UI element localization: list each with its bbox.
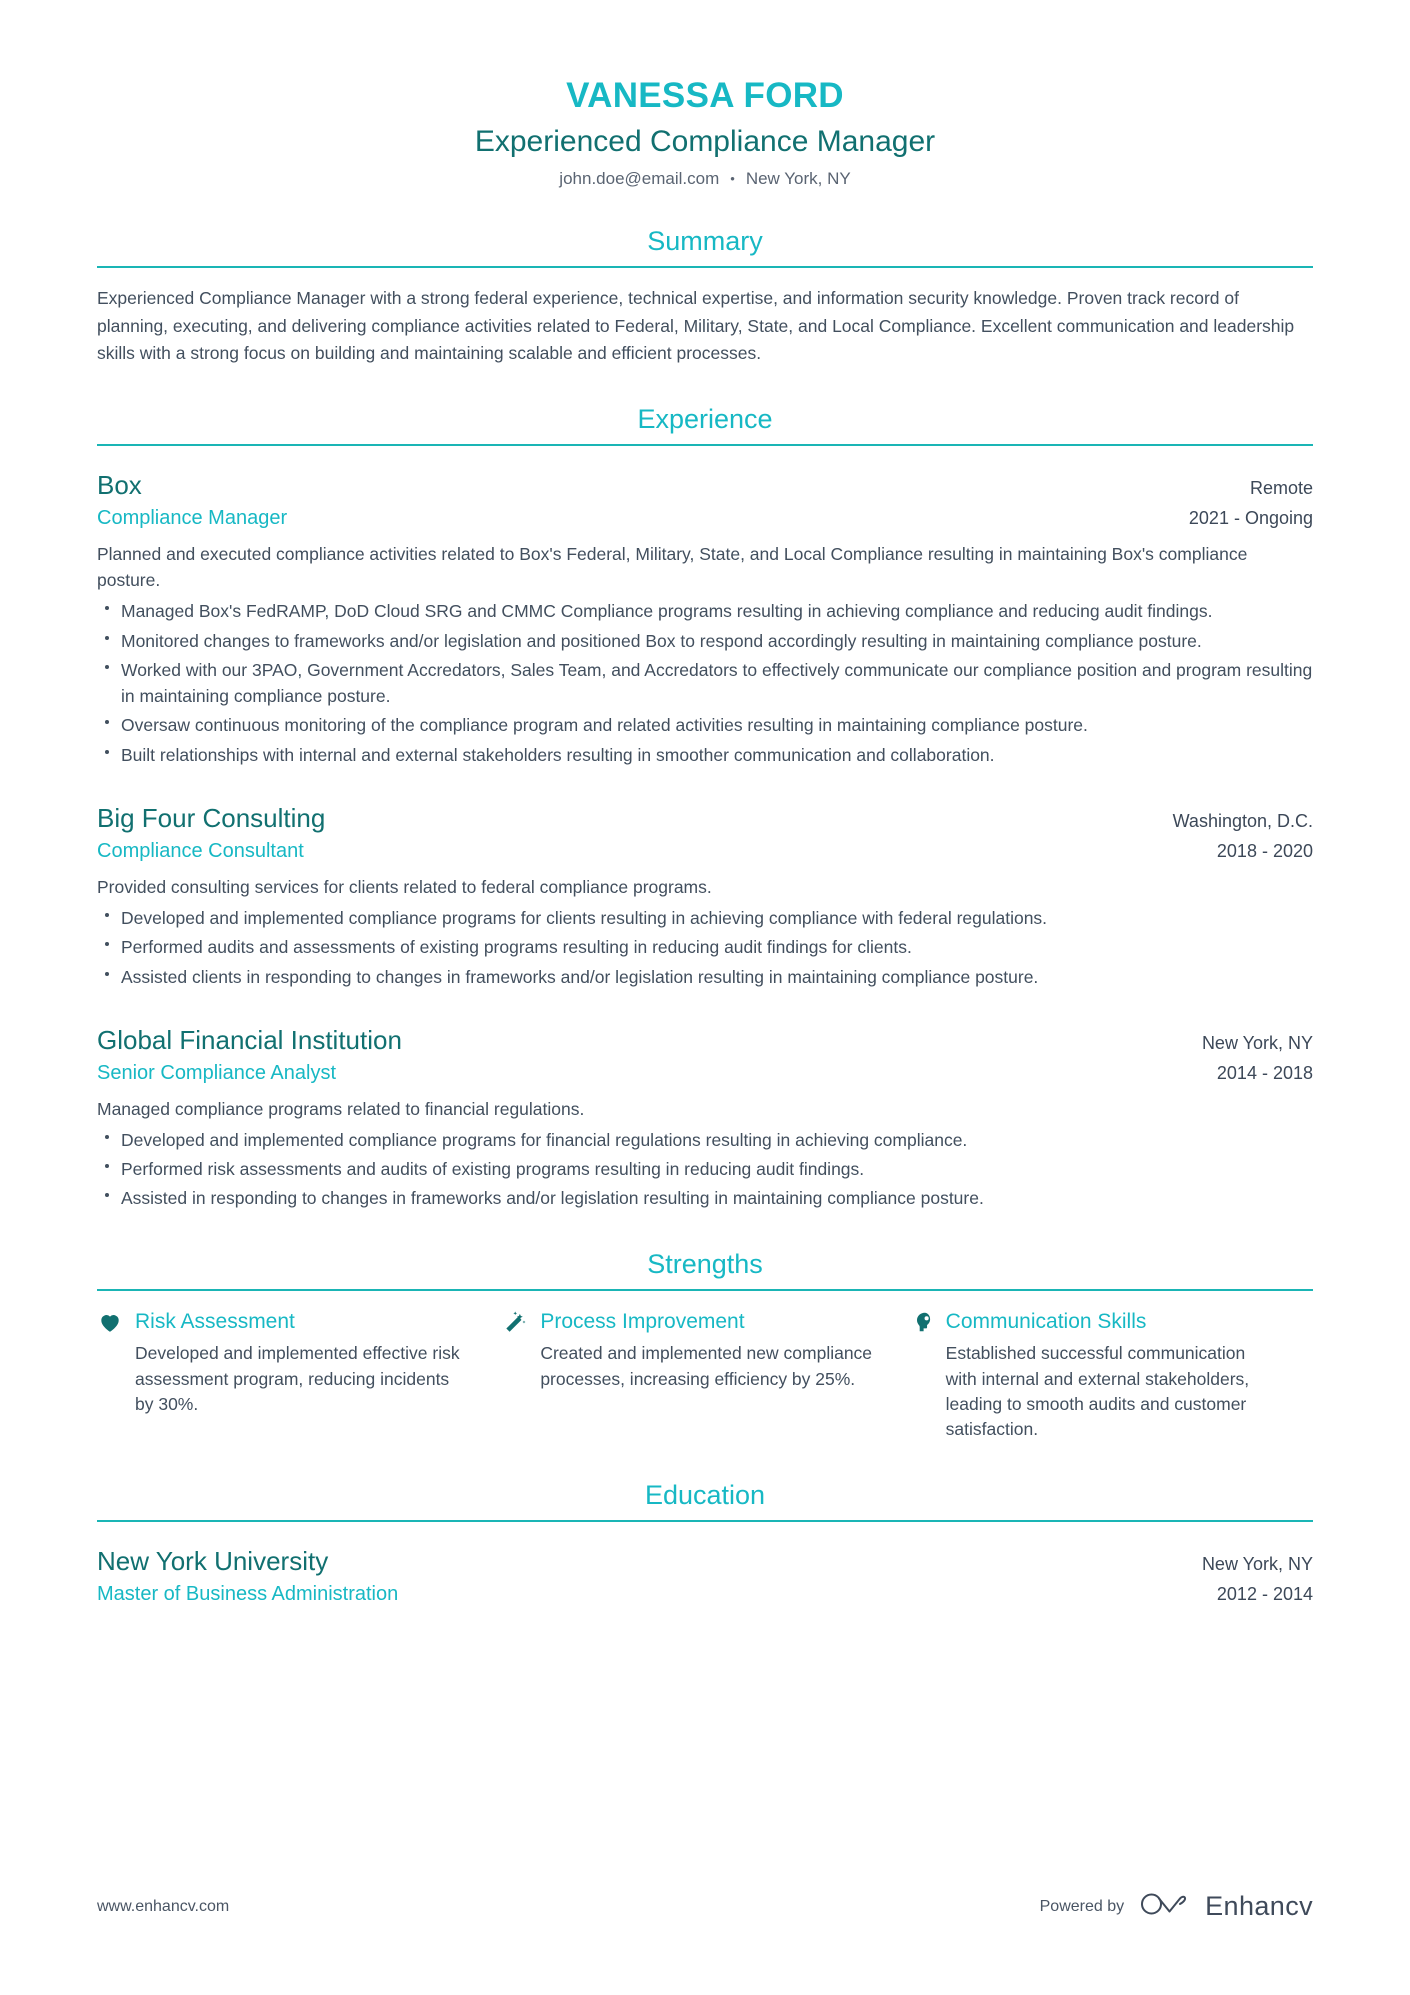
experience-bullet: Assisted in responding to changes in frameworks and/or legislation resulting in maintaining compliance posture. [97,1185,1313,1211]
experience-entry-subheader [97,838,1313,865]
summary-text: Experienced Compliance Manager with a strong federal experience, technical expertise, and information security knowledge. Proven track record of planning, executing, and delivering compliance activities related to Federal, Military, State, and Local Compliance. Excellent communication and leadership skills with a strong focus on building and maintaining scalable and efficient processes. [97,288,1295,363]
company-location: Remote [1249,478,1313,499]
experience-entry [97,1024,1313,1212]
experience-bullet: Performed risk assessments and audits of existing programs resulting in reducing audit findings. [97,1156,1313,1182]
contact-separator-icon: • [730,170,735,186]
experience-entry-subheader [97,505,1313,532]
experience-bullet: Built relationships with internal and external stakeholders resulting in smoother communication and collaboration. [97,742,1313,768]
company-name: Box [97,470,142,501]
resume-footer [97,1890,1313,1923]
job-bullet-list [97,905,1313,990]
experience-bullet: Assisted clients in responding to changes in frameworks and/or legislation resulting in maintaining compliance posture. [97,964,1313,990]
education-entry-subheader [97,1581,1313,1608]
experience-bullet: Oversaw continuous monitoring of the compliance program and related activities resulting in maintaining compliance posture. [97,712,1313,738]
footer-website-link[interactable]: www.enhancv.com [97,1897,230,1915]
enhancv-wordmark: Enhancv [1205,1891,1313,1921]
strength-name: Risk Assessment [135,1309,295,1333]
candidate-name: VANESSA FORD [566,76,844,115]
strength-description: Established successful communication with internal and external stakeholders, leading to smooth audits and customer satisfaction. [945,1343,1250,1440]
strength-header [908,1308,1279,1335]
magic-wand-icon [502,1309,528,1335]
experience-list [97,446,1313,1211]
job-description: Managed compliance programs related to financial regulations. [97,1098,585,1119]
section-title-experience: Experience [637,403,773,434]
job-role: Compliance Consultant [97,839,304,862]
company-name: Global Financial Institution [97,1024,402,1055]
section-title-strengths: Strengths [647,1248,763,1279]
experience-bullet: Monitored changes to frameworks and/or legislation and positioned Box to respond accordingly resulting in maintaining compliance posture. [97,628,1313,654]
company-name: Big Four Consulting [97,802,326,833]
job-role: Senior Compliance Analyst [97,1061,337,1084]
contact-location: New York, NY [745,169,851,188]
strengths-body [97,1291,1313,1443]
candidate-job-title: Experienced Compliance Manager [474,125,936,158]
summary-body [97,268,1313,366]
section-summary [97,225,1313,367]
section-strengths [97,1248,1313,1443]
experience-entry-subheader [97,1060,1313,1087]
experience-bullet: Developed and implemented compliance programs for clients resulting in achieving compliance with federal regulations. [97,905,1313,931]
education-entry-header [97,1545,1313,1579]
strength-item [908,1308,1313,1443]
strength-name: Process Improvement [540,1309,745,1333]
degree-name: Master of Business Administration [97,1582,399,1605]
experience-bullet: Worked with our 3PAO, Government Accredators, Sales Team, and Accredators to effectively communicate our compliance position and program resulting in maintaining compliance posture. [97,657,1313,710]
heart-icon [97,1309,123,1335]
resume-header [97,60,1313,189]
strength-description: Created and implemented new compliance processes, increasing efficiency by 25%. [540,1343,873,1389]
education-entry [97,1545,1313,1608]
head-profile-icon [908,1309,934,1335]
job-dates: 2014 - 2018 [1216,1062,1313,1083]
strength-description: Developed and implemented effective risk assessment program, reducing incidents by 30%. [135,1343,460,1414]
company-location: New York, NY [1201,1032,1313,1053]
experience-bullet: Managed Box's FedRAMP, DoD Cloud SRG and CMMC Compliance programs resulting in achieving compliance and reducing audit findings. [97,598,1313,624]
powered-by-label: Powered by [1039,1897,1125,1915]
enhancv-mark-icon [1139,1890,1195,1923]
job-dates: 2021 - Ongoing [1188,507,1313,528]
job-role: Compliance Manager [97,506,288,529]
job-dates: 2018 - 2020 [1216,840,1313,861]
section-title-education: Education [644,1479,766,1510]
experience-entry-header [97,469,1313,503]
job-bullet-list [97,598,1313,768]
strength-header [97,1308,468,1335]
experience-bullet: Performed audits and assessments of existing programs resulting in reducing audit findings for clients. [97,934,1313,960]
degree-dates: 2012 - 2014 [1216,1583,1313,1604]
school-name: New York University [97,1546,329,1577]
strength-name: Communication Skills [945,1309,1147,1333]
enhancv-logo [1139,1890,1313,1923]
job-description: Provided consulting services for clients related to federal compliance programs. [97,876,712,897]
school-location: New York, NY [1201,1554,1313,1575]
strength-item [502,1308,907,1443]
job-description: Planned and executed compliance activities related to Box's Federal, Military, State, and Local Compliance resulting in maintaining Box's compliance posture. [97,543,1248,591]
experience-entry [97,802,1313,990]
strength-header [502,1308,873,1335]
section-title-summary: Summary [647,226,763,256]
job-bullet-list [97,1127,1313,1212]
experience-bullet: Developed and implemented compliance programs for financial regulations resulting in achieving compliance. [97,1127,1313,1153]
section-education [97,1479,1313,1608]
footer-brand [1040,1890,1313,1923]
contact-email[interactable]: john.doe@email.com [559,169,720,188]
experience-entry [97,469,1313,768]
experience-entry-header [97,1024,1313,1058]
experience-entry-header [97,802,1313,836]
strengths-grid [97,1308,1313,1443]
company-location: Washington, D.C. [1172,810,1313,831]
section-experience [97,403,1313,1212]
education-list [97,1522,1313,1608]
contact-line [97,169,1313,189]
strength-item [97,1308,502,1443]
